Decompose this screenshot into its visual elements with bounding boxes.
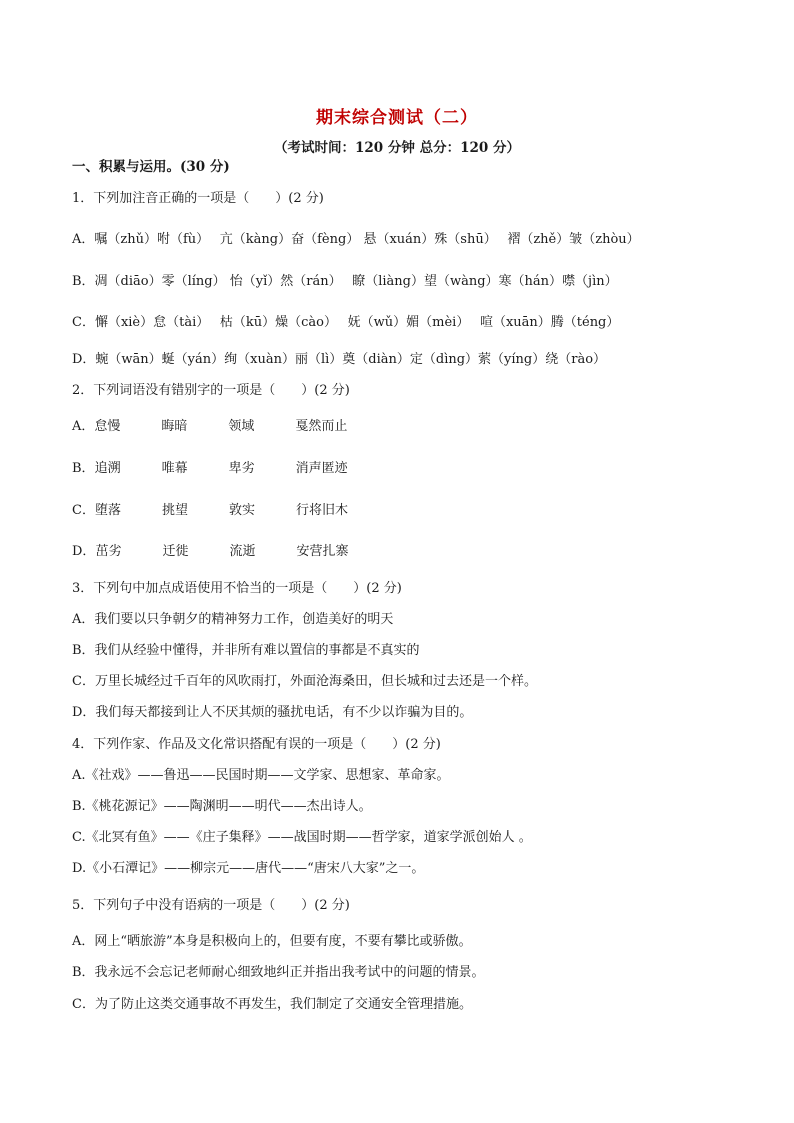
option-word: 戛然而止 xyxy=(295,419,348,434)
option-letter: C． xyxy=(72,503,95,518)
question-4-option-b: B.《桃花源记》——陶渊明——明代——杰出诗人。 xyxy=(72,799,372,814)
option-word: 敦实 xyxy=(228,503,255,518)
option-word: 流逝 xyxy=(229,544,256,559)
question-3-option-d: D．我们每天都接到让人不厌其烦的骚扰电话，有不少以诈骗为目的。 xyxy=(72,705,473,720)
question-1-option-b: B．凋（diāo）零（líng） 怡（yǐ）然（rán） 瞭（liàng）望（wàng）寒（hán）噤（jìn） xyxy=(72,274,618,289)
question-1-option-a: A．嘱（zhǔ）咐（fù） 亢（kàng）奋（fèng） 悬（xuán）殊（shū） 褶（zhě）皱（zhòu） xyxy=(72,232,640,247)
question-5-stem: 5．下列句子中没有语病的一项是（ ）(2 分) xyxy=(72,898,350,913)
question-5-option-a: A．网上“晒旅游”本身是积极向上的，但要有度，不要有攀比或骄傲。 xyxy=(72,934,472,949)
option-word: 迁徙 xyxy=(162,544,189,559)
question-1-option-d: D．蜿（wān）蜒（yán）绚（xuàn）丽（lì）奠（diàn）定（dìng）萦（yíng）绕（rào） xyxy=(72,352,607,367)
option-word: 堕落 xyxy=(94,503,121,518)
question-4-option-a: A.《社戏》——鲁迅——民国时期——文学家、思想家、革命家。 xyxy=(72,768,450,783)
question-1-stem: 1．下列加注音正确的一项是（ ）(2 分) xyxy=(72,191,324,206)
question-2-option-b xyxy=(72,460,348,478)
question-2-option-d xyxy=(72,543,348,561)
option-word: 消声匿迹 xyxy=(295,461,348,476)
question-2-option-a xyxy=(72,418,347,436)
question-2-stem: 2．下列词语没有错别字的一项是（ ）(2 分) xyxy=(72,383,350,398)
question-1-option-c: C．懈（xiè）怠（tài） 枯（kū）燥（cào） 妩（wǔ）媚（mèi） 喧（xuān）腾（téng） xyxy=(72,315,620,330)
question-4-stem: 4．下列作家、作品及文化常识搭配有误的一项是（ ）(2 分) xyxy=(72,737,441,752)
question-3-option-b: B．我们从经验中懂得，并非所有难以置信的事都是不真实的 xyxy=(72,643,420,658)
option-word: 领域 xyxy=(228,419,255,434)
option-word: 怠慢 xyxy=(94,419,121,434)
question-5-option-c: C．为了防止这类交通事故不再发生，我们制定了交通安全管理措施。 xyxy=(72,997,472,1012)
option-word: 挑望 xyxy=(161,503,188,518)
option-word: 行将旧木 xyxy=(295,503,348,518)
section-heading: 一、积累与运用。(30 分) xyxy=(72,159,230,175)
option-letter: B． xyxy=(72,461,95,476)
option-word: 卑劣 xyxy=(228,461,255,476)
exam-title: 期末综合测试（二） xyxy=(316,108,478,128)
exam-subtitle: （考试时间：120 分钟 总分：120 分） xyxy=(274,140,520,156)
option-word: 茁劣 xyxy=(95,544,122,559)
question-4-option-d: D.《小石潭记》——柳宗元——唐代——“唐宋八大家”之一。 xyxy=(72,861,425,876)
question-3-option-a: A．我们要以只争朝夕的精神努力工作，创造美好的明天 xyxy=(72,612,394,627)
question-3-option-c: C．万里长城经过千百年的风吹雨打，外面沧海桑田，但长城和过去还是一个样。 xyxy=(72,674,537,689)
question-4-option-c: C.《北冥有鱼》——《庄子集释》——战国时期——哲学家，道家学派创始人 。 xyxy=(72,830,532,845)
question-2-option-c xyxy=(72,502,348,520)
option-letter: A． xyxy=(72,419,95,434)
question-3-stem: 3．下列句中加点成语使用不恰当的一项是（ ）(2 分) xyxy=(72,581,402,596)
option-word: 晦暗 xyxy=(161,419,188,434)
option-letter: D． xyxy=(72,544,96,559)
option-word: 安营扎寨 xyxy=(296,544,349,559)
option-word: 追溯 xyxy=(94,461,121,476)
question-5-option-b: B．我永远不会忘记老师耐心细致地纠正并指出我考试中的问题的情景。 xyxy=(72,965,485,980)
option-word: 唯幕 xyxy=(161,461,188,476)
